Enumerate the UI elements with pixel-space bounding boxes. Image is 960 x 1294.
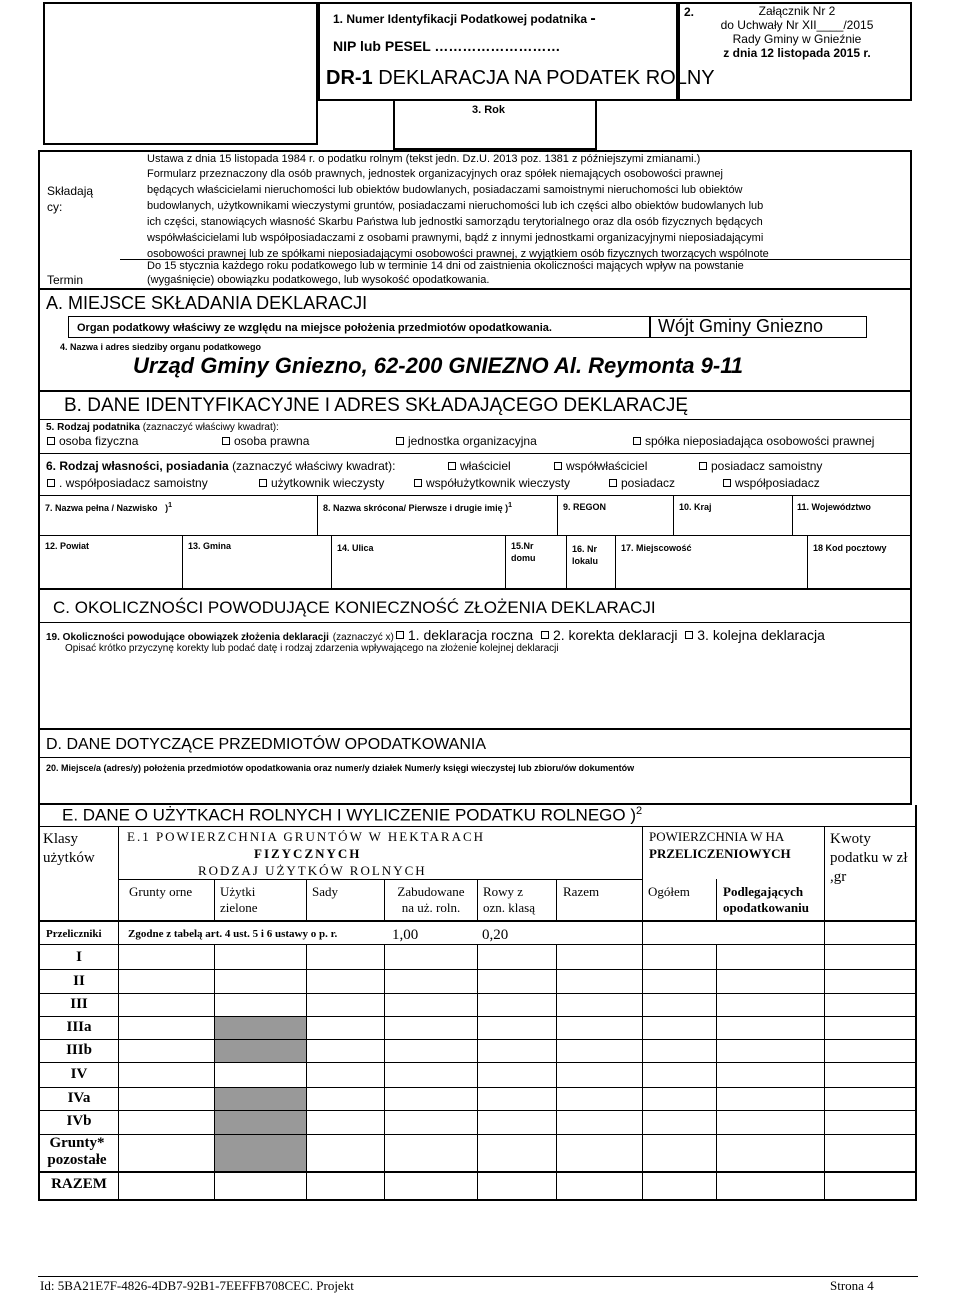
f19-option-roczna[interactable]: 1. deklaracja roczna bbox=[407, 627, 534, 643]
f6-option-label: współwłaściciel bbox=[566, 459, 648, 473]
row-label: Grunty* pozostałe bbox=[47, 1135, 107, 1168]
row-label: IVa bbox=[67, 1090, 91, 1106]
e-vline bbox=[384, 879, 385, 920]
col-uzytki: Użytki zielone bbox=[220, 884, 258, 915]
section-e-footnote: 2 bbox=[635, 805, 643, 817]
col-klasy: Klasy użytków bbox=[43, 831, 95, 866]
e-vline bbox=[716, 944, 717, 1201]
row-label: IIIa bbox=[66, 1019, 92, 1035]
f6-option-wspolposiadacz[interactable] bbox=[723, 476, 820, 490]
e-row-line bbox=[38, 1110, 917, 1111]
e-vline bbox=[384, 944, 385, 1201]
year-label: 3. Rok bbox=[472, 104, 506, 116]
e-vline bbox=[118, 826, 119, 1201]
field-10[interactable]: 10. Kraj bbox=[679, 502, 712, 512]
checkbox-icon[interactable] bbox=[448, 462, 456, 470]
filers-line-4: ich części, stanowiących własność Skarbu Państwa lub jednostki samorządu terytorialnego oraz dla osób fizycznych będących bbox=[147, 216, 763, 228]
f6-option-wspolwlasciciel[interactable] bbox=[554, 459, 647, 473]
b-divider-2 bbox=[38, 453, 912, 454]
f5-label-row bbox=[46, 422, 279, 433]
section-a-title: A. MIEJSCE SKŁADANIA DEKLARACJI bbox=[46, 293, 368, 313]
field-7-sup: ) bbox=[165, 503, 169, 513]
e-vline bbox=[306, 879, 307, 920]
filers-line-5: współwłaścicielami lub współposiadaczami z osobami prawnymi, bądź z innymi jednostkami organizacyjnymi nieposiadającymi bbox=[147, 232, 764, 244]
field-14[interactable]: 14. Ulica bbox=[337, 543, 374, 553]
e-row-line bbox=[38, 1016, 917, 1017]
f5-option-label: jednostka organizacyjna bbox=[408, 434, 537, 448]
section-b-title: B. DANE IDENTYFIKACYJNE I ADRES SKŁADAJĄCEGO DEKLARACJĘ bbox=[64, 395, 688, 416]
checkbox-icon[interactable] bbox=[259, 479, 267, 487]
footer-line bbox=[38, 1276, 918, 1277]
f6-option-posiadacz[interactable] bbox=[609, 476, 675, 490]
e-divider bbox=[38, 826, 917, 827]
deadline-line-2: (wygaśnięcie) obowiązku podatkowego, lub wysokość opodatkowania. bbox=[147, 274, 490, 286]
f6-label: 6. Rodzaj własności, posiadania bbox=[46, 459, 229, 473]
f5-option-osoba-prawna[interactable] bbox=[222, 434, 309, 448]
col-podlegajacych: Podlegających opodatkowaniu bbox=[723, 884, 809, 915]
row-label: IVb bbox=[66, 1113, 92, 1129]
e-row-line bbox=[38, 993, 917, 994]
checkbox-icon[interactable] bbox=[685, 631, 693, 639]
f6-option-label: współużytkownik wieczysty bbox=[426, 476, 571, 490]
przel-note: Zgodne z tabelą art. 4 ust. 5 i 6 ustawy o p. r. bbox=[128, 928, 338, 940]
row-label: III bbox=[70, 996, 88, 1012]
section-d-title: D. DANE DOTYCZĄCE PRZEDMIOTÓW OPODATKOWANIA bbox=[46, 736, 487, 753]
checkbox-icon[interactable] bbox=[554, 462, 562, 470]
nip-field[interactable]: NIP lub PESEL ……………………… bbox=[333, 38, 561, 54]
checkbox-icon[interactable] bbox=[414, 479, 422, 487]
f6-option-label: użytkownik wieczysty bbox=[271, 476, 385, 490]
f19-note: Opisać krótko przyczynę korekty lub podać datę i rodzaj zdarzenia wpływającego na złożenie kolejnej deklaracji bbox=[65, 643, 559, 654]
f19-hint: (zaznaczyć x) bbox=[332, 632, 394, 643]
attachment-date: z dnia 12 listopada 2015 r. bbox=[723, 46, 871, 60]
f19-option-kolejna[interactable]: 3. kolejna deklaracja bbox=[697, 627, 825, 643]
row-label: IIIb bbox=[66, 1042, 92, 1058]
b-vline bbox=[615, 535, 616, 590]
przel-value-2: 0,20 bbox=[482, 927, 509, 943]
field-18[interactable]: 18 Kod pocztowy bbox=[813, 543, 887, 553]
b-vline bbox=[505, 535, 506, 590]
f6-option-label: właściciel bbox=[460, 459, 511, 473]
f6-option-uzytkownik-wieczysty[interactable] bbox=[259, 476, 384, 490]
year-box[interactable] bbox=[393, 101, 597, 150]
pow-przel-1: POWIERZCHNIA W HA bbox=[649, 829, 785, 844]
legal-act: Ustawa z dnia 15 listopada 1984 r. o podatku rolnym (tekst jedn. Dz.U. 2013 poz. 1381 z późniejszymi zmianami.) bbox=[147, 153, 701, 165]
e-row-line bbox=[38, 1062, 917, 1063]
e-row-line bbox=[38, 969, 917, 970]
field-7-footnote: 1 bbox=[168, 502, 172, 509]
disabled-cell bbox=[215, 1134, 306, 1171]
row-label: RAZEM bbox=[51, 1176, 107, 1192]
checkbox-icon[interactable] bbox=[699, 462, 707, 470]
e-vline bbox=[306, 944, 307, 1201]
col-sady: Sady bbox=[312, 884, 338, 899]
field-7[interactable] bbox=[45, 502, 172, 513]
f19-option-korekta[interactable]: 2. korekta deklaracji bbox=[552, 627, 678, 643]
e-vline bbox=[824, 826, 825, 1201]
d-divider bbox=[38, 757, 912, 758]
f5-option-label: osoba fizyczna bbox=[59, 434, 139, 448]
b-vline bbox=[182, 535, 183, 590]
deadline-line-1: Do 15 stycznia każdego roku podatkowego lub w terminie 14 dni od zaistnienia okoliczności mających wpływ na powstanie bbox=[147, 260, 744, 272]
b-vline bbox=[557, 495, 558, 535]
e1-title: E.1 POWIERZCHNIA GRUNTÓW W HEKTARACH bbox=[127, 829, 486, 844]
filers-label: Składają cy: bbox=[47, 184, 94, 214]
address-value: Urząd Gminy Gniezno, 62-200 GNIEZNO Al. Reymonta 9-11 bbox=[133, 353, 744, 378]
field-8-footnote: 1 bbox=[508, 502, 512, 509]
footer-page: Strona 4 bbox=[830, 1278, 874, 1293]
b-vline bbox=[331, 535, 332, 590]
f5-option-spolka[interactable] bbox=[633, 434, 874, 448]
e-row-line bbox=[38, 1087, 917, 1088]
f19-row bbox=[46, 627, 825, 643]
e1-subtitle: RODZAJ UŻYTKÓW ROLNYCH bbox=[198, 863, 427, 878]
row-label: I bbox=[76, 949, 82, 965]
f5-option-osoba-fizyczna[interactable] bbox=[47, 434, 138, 448]
checkbox-icon[interactable] bbox=[541, 631, 549, 639]
nip-label-text: 1. Numer Identyfikacji Podatkowej podatnika bbox=[333, 12, 588, 26]
b-vline bbox=[317, 495, 318, 535]
attachment-num: 2. bbox=[684, 5, 695, 19]
e-vline bbox=[716, 879, 717, 920]
e-vline bbox=[556, 944, 557, 1201]
field-17[interactable]: 17. Miejscowość bbox=[621, 543, 692, 553]
f6-option-label: posiadacz samoistny bbox=[711, 459, 823, 473]
f5-label: 5. Rodzaj podatnika bbox=[46, 422, 140, 433]
b-vline bbox=[673, 495, 674, 535]
header-left-box bbox=[43, 2, 318, 145]
col-kwoty: Kwoty podatku w zł ,gr bbox=[830, 831, 908, 885]
f5-hint: (zaznaczyć właściwy kwadrat): bbox=[142, 422, 279, 433]
field-16[interactable]: 16. Nr lokalu bbox=[572, 544, 599, 566]
col-razem: Razem bbox=[563, 884, 600, 899]
section-c-title: C. OKOLICZNOŚCI POWODUJĄCE KONIECZNOŚĆ ZŁOŻENIA DEKLARACJI bbox=[53, 598, 656, 617]
organ-value: Wójt Gminy Gniezno bbox=[658, 316, 824, 336]
field-8-label: 8. Nazwa skrócona/ Pierwsze i drugie imię ) bbox=[323, 503, 509, 513]
field-9[interactable]: 9. REGON bbox=[563, 502, 607, 512]
filers-line-3: budowlanych, użytkownikami wieczystymi gruntów, posiadaczami nieruchomości lub ich części albo obiektów budowlanych lub bbox=[147, 200, 764, 212]
form-code: DR-1 bbox=[326, 67, 373, 89]
f6-option-label: posiadacz bbox=[621, 476, 676, 490]
e-row-line bbox=[38, 1171, 917, 1173]
checkbox-icon[interactable] bbox=[396, 437, 404, 445]
field-12[interactable]: 12. Powiat bbox=[45, 541, 90, 551]
field-15[interactable]: 15.Nr domu bbox=[511, 541, 536, 563]
b-vline bbox=[566, 535, 567, 590]
row-label: II bbox=[73, 973, 85, 989]
f6-option-wspolposiadacz-samoistny[interactable] bbox=[47, 476, 208, 490]
col-ogolem: Ogółem bbox=[648, 884, 690, 899]
b-divider-4 bbox=[38, 535, 912, 536]
checkbox-icon[interactable] bbox=[47, 479, 55, 487]
col-rowy: Rowy z ozn. klasą bbox=[483, 884, 535, 915]
f6-label-row bbox=[46, 459, 395, 473]
e-vline bbox=[477, 944, 478, 1201]
przel-value-1: 1,00 bbox=[392, 927, 419, 943]
checkbox-icon[interactable] bbox=[609, 479, 617, 487]
b-vline bbox=[792, 495, 793, 535]
field-13[interactable]: 13. Gmina bbox=[188, 541, 232, 551]
e-vline bbox=[214, 879, 215, 920]
checkbox-icon[interactable] bbox=[222, 437, 230, 445]
f5-option-label: osoba prawna bbox=[234, 434, 310, 448]
attachment-line-2: do Uchwały Nr XII____/2015 bbox=[720, 18, 874, 32]
address-label: 4. Nazwa i adres siedziby organu podatkowego bbox=[60, 342, 262, 352]
f6-option-posiadacz-samoistny[interactable] bbox=[699, 459, 822, 473]
filers-line-6: osobowości prawnej lub ze spółkami nieposiadającymi osobowości prawnej, z wyjątkiem osób fizycznych tworzących wspólnote bbox=[147, 248, 769, 260]
pow-przel-2: PRZELICZENIOWYCH bbox=[649, 846, 791, 861]
f5-option-label: spółka nieposiadająca osobowości prawnej bbox=[645, 434, 875, 448]
e-row-line bbox=[38, 1039, 917, 1040]
attachment-line-1: Załącznik Nr 2 bbox=[758, 4, 836, 18]
b-divider-3 bbox=[38, 495, 912, 496]
section-b-box bbox=[38, 390, 912, 590]
przel-label: Przeliczniki bbox=[46, 928, 102, 940]
b-vline bbox=[807, 535, 808, 590]
form-title bbox=[326, 67, 715, 90]
f6-option-wlasciciel[interactable] bbox=[448, 459, 511, 473]
field-11[interactable]: 11. Województwo bbox=[797, 502, 871, 512]
col-grunty: Grunty orne bbox=[129, 884, 193, 899]
attachment-line-3: Rady Gminy w Gnieźnie bbox=[732, 32, 862, 46]
field-7-label: 7. Nazwa pełna / Nazwisko bbox=[45, 503, 158, 513]
checkbox-icon[interactable] bbox=[396, 631, 404, 639]
section-e-title bbox=[62, 805, 642, 826]
f6-option-label: współposiadacz bbox=[735, 476, 820, 490]
checkbox-icon[interactable] bbox=[633, 437, 641, 445]
checkbox-icon[interactable] bbox=[723, 479, 731, 487]
filers-line-1: Formularz przeznaczony dla osób prawnych, jednostek organizacyjnych oraz spółek niemających osobowości prawnej bbox=[147, 168, 723, 180]
field-8[interactable] bbox=[323, 502, 512, 513]
row-label: IV bbox=[70, 1066, 88, 1082]
footer-id: Id: 5BA21E7F-4826-4DB7-92B1-7EEFFB708CEC. Projekt bbox=[40, 1278, 354, 1293]
organ-label: Organ podatkowy właściwy ze względu na miejsce położenia przedmiotów opodatkowania. bbox=[77, 322, 552, 334]
e-vline bbox=[477, 879, 478, 920]
section-e-title-text: E. DANE O UŻYTKACH ROLNYCH I WYLICZENIE PODATKU ROLNEGO ) bbox=[62, 805, 636, 825]
f6-hint: (zaznaczyć właściwy kwadrat): bbox=[232, 459, 396, 473]
e-row-line bbox=[38, 1134, 917, 1135]
e-vline bbox=[642, 826, 643, 1201]
nip-dash: - bbox=[590, 10, 596, 27]
deadline-label: Termin bbox=[47, 273, 84, 287]
b-divider-1 bbox=[38, 419, 912, 420]
e-vline bbox=[556, 879, 557, 920]
col-zabudowane: Zabudowane na uż. roln. bbox=[397, 884, 465, 915]
c-divider bbox=[38, 622, 912, 623]
e-divider-przel bbox=[38, 920, 917, 922]
f5-option-jednostka[interactable] bbox=[396, 434, 537, 448]
nip-label bbox=[333, 10, 596, 28]
f6-option-label: . współposiadacz samoistny bbox=[59, 476, 208, 490]
e1-title-2: FIZYCZNYCH bbox=[254, 846, 362, 861]
f19-label: 19. Okoliczności powodujące obowiązek złożenia deklaracji bbox=[46, 632, 329, 643]
e1-divider bbox=[118, 879, 642, 880]
filers-line-2: będących właścicielami nieruchomości lub obiektów budowlanych, posiadaczami samoistnymi nieruchomości lub obiektów bbox=[147, 184, 743, 196]
f6-option-wspoluzytkownik[interactable] bbox=[414, 476, 570, 490]
checkbox-icon[interactable] bbox=[47, 437, 55, 445]
f20-label: 20. Miejsce/a (adres/y) położenia przedmiotów opodatkowania oraz numer/y działek Numer/y księgi wieczystej lub zbioru/ów dokumentów bbox=[46, 763, 635, 773]
attachment-block bbox=[692, 4, 902, 60]
form-title-text: DEKLARACJA NA PODATEK ROLNY bbox=[378, 67, 715, 89]
